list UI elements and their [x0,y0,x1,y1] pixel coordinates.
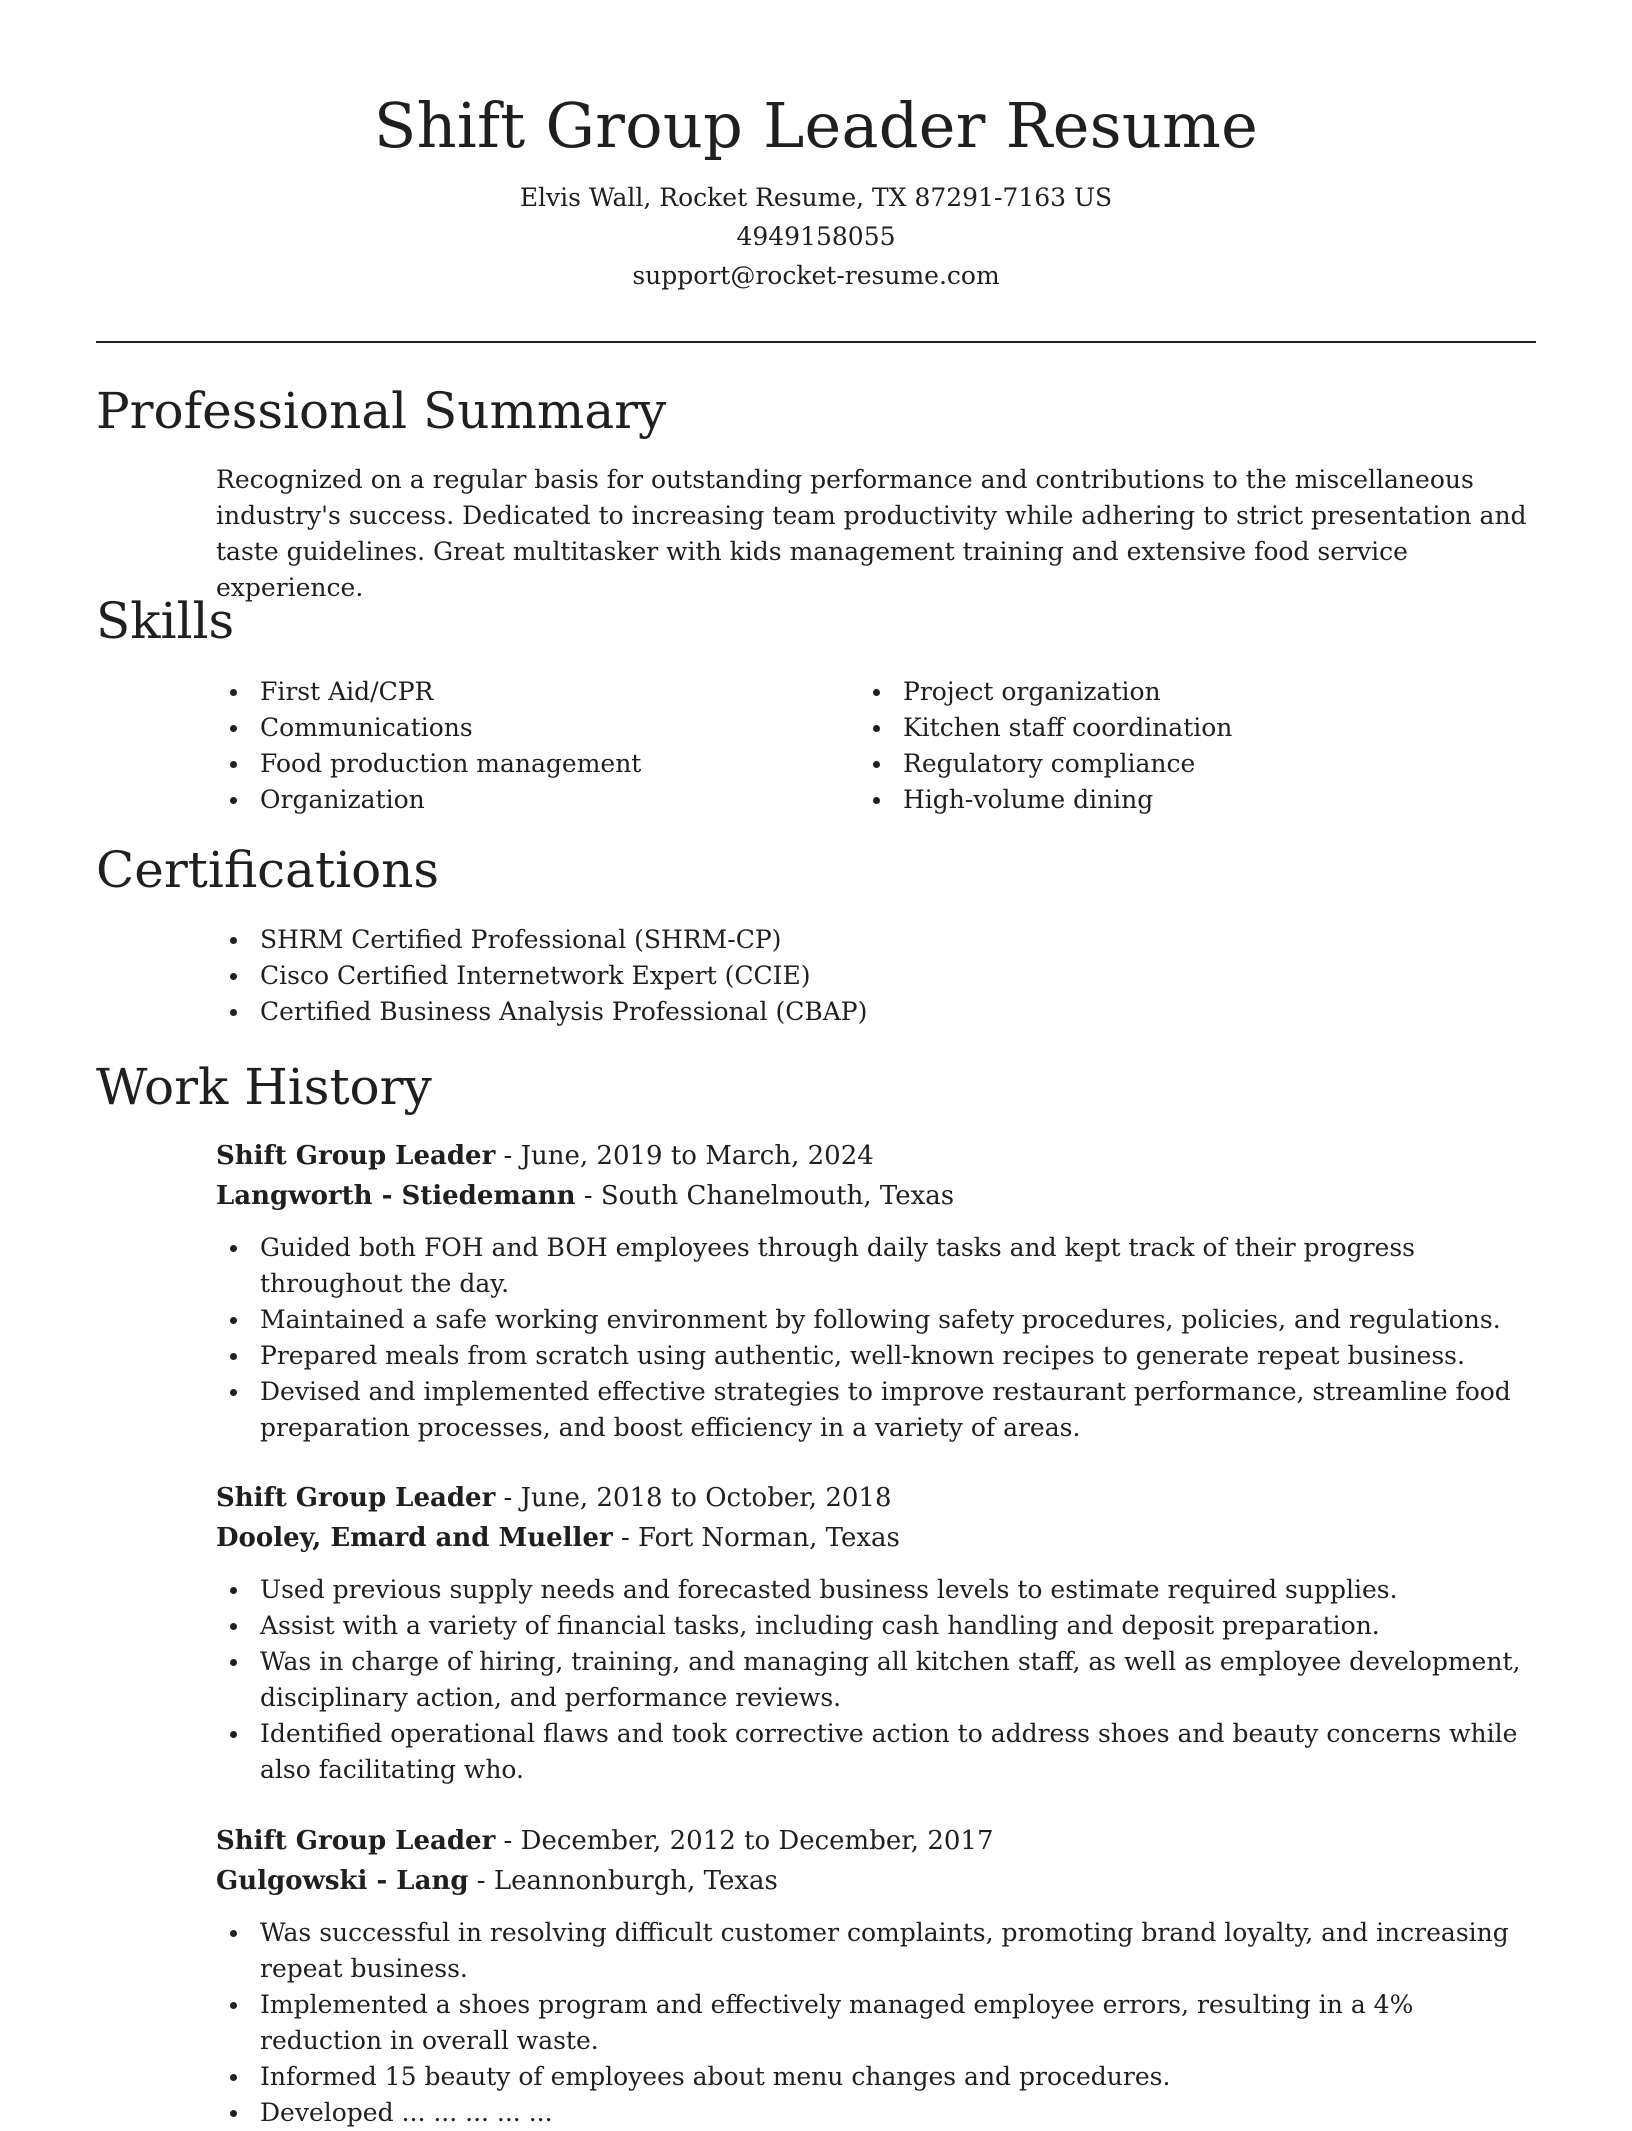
certifications-list [216,922,1536,1030]
certification-item: Cisco Certified Internetwork Expert (CCIE) [216,958,1536,994]
job-title-line [216,1821,1536,1861]
skills-heading: Skills [96,592,235,650]
job-company: Gulgowski - Lang [216,1866,469,1896]
job-bullet: Developed ... ... ... ... ... [216,2095,1536,2131]
skill-item: Project organization [859,674,1509,710]
work-history-heading: Work History [96,1058,432,1116]
job-bullet: Guided both FOH and BOH employees through daily tasks and kept track of their progress throughout the day. [216,1230,1536,1302]
job-title: Shift Group Leader [216,1826,496,1856]
job-dates: - June, 2018 to October, 2018 [495,1483,892,1513]
job-company: Dooley, Emard and Mueller [216,1523,613,1553]
job-company-line [216,1518,1536,1558]
job-bullet: Was successful in resolving difficult customer complaints, promoting brand loyalty, and increasing repeat business. [216,1915,1536,1987]
contact-phone: 4949158055 [736,222,896,251]
summary-heading: Professional Summary [96,382,667,440]
contact-email[interactable]: support@rocket-resume.com [632,261,1000,290]
contact-address: Elvis Wall, Rocket Resume, TX 87291-7163 US [519,183,1113,212]
job-company: Langworth - Stiedemann [216,1181,576,1211]
header-divider [96,341,1536,343]
skill-item: Food production management [216,746,866,782]
job-entry [216,1136,1536,1446]
job-bullets [216,1572,1536,1788]
job-bullet: Was in charge of hiring, training, and managing all kitchen staff, as well as employee development, disciplinary action, and performance reviews. [216,1644,1536,1716]
skill-item: Kitchen staff coordination [859,710,1509,746]
job-entry [216,1478,1536,1788]
job-company-line [216,1176,1536,1216]
job-bullet: Devised and implemented effective strategies to improve restaurant performance, streamline food preparation processes, and boost efficiency in a variety of areas. [216,1374,1536,1446]
job-bullet: Prepared meals from scratch using authentic, well-known recipes to generate repeat business. [216,1338,1536,1374]
job-dates: - December, 2012 to December, 2017 [495,1826,994,1856]
job-location: - South Chanelmouth, Texas [575,1181,955,1211]
skills-list-left [216,674,866,818]
job-bullets [216,1915,1536,2131]
skill-item: Regulatory compliance [859,746,1509,782]
job-title-line [216,1136,1536,1176]
certification-item: SHRM Certified Professional (SHRM-CP) [216,922,1536,958]
job-location: - Leannonburgh, Texas [468,1866,778,1896]
job-bullet: Assist with a variety of financial tasks, including cash handling and deposit preparation. [216,1608,1536,1644]
job-company-line [216,1861,1536,1901]
job-location: - Fort Norman, Texas [612,1523,900,1553]
job-bullet: Implemented a shoes program and effectively managed employee errors, resulting in a 4% reduction in overall waste. [216,1987,1536,2059]
resume-header [0,84,1632,295]
job-bullet: Maintained a safe working environment by following safety procedures, policies, and regulations. [216,1302,1536,1338]
resume-title: Shift Group Leader Resume [373,89,1259,162]
job-title-line [216,1478,1536,1518]
certification-item: Certified Business Analysis Professional (CBAP) [216,994,1536,1030]
job-bullet: Identified operational flaws and took corrective action to address shoes and beauty concerns while also facilitating who. [216,1716,1536,1788]
certifications-heading: Certifications [96,841,440,899]
skill-item: Organization [216,782,866,818]
job-title: Shift Group Leader [216,1141,496,1171]
contact-block [0,178,1632,295]
job-bullet: Used previous supply needs and forecasted business levels to estimate required supplies. [216,1572,1536,1608]
summary-text: Recognized on a regular basis for outstanding performance and contributions to the miscellaneous industry's success. Dedicated to increasing team productivity while adhering to strict presentation and taste guidelines. Great multitasker with kids management training and extensive food service experience. [216,465,1527,602]
job-dates: - June, 2019 to March, 2024 [495,1141,874,1171]
skills-list-right [859,674,1509,818]
job-entry [216,1821,1536,2131]
skill-item: Communications [216,710,866,746]
job-title: Shift Group Leader [216,1483,496,1513]
skill-item: First Aid/CPR [216,674,866,710]
skill-item: High-volume dining [859,782,1509,818]
job-bullet: Informed 15 beauty of employees about menu changes and procedures. [216,2059,1536,2095]
job-bullets [216,1230,1536,1446]
